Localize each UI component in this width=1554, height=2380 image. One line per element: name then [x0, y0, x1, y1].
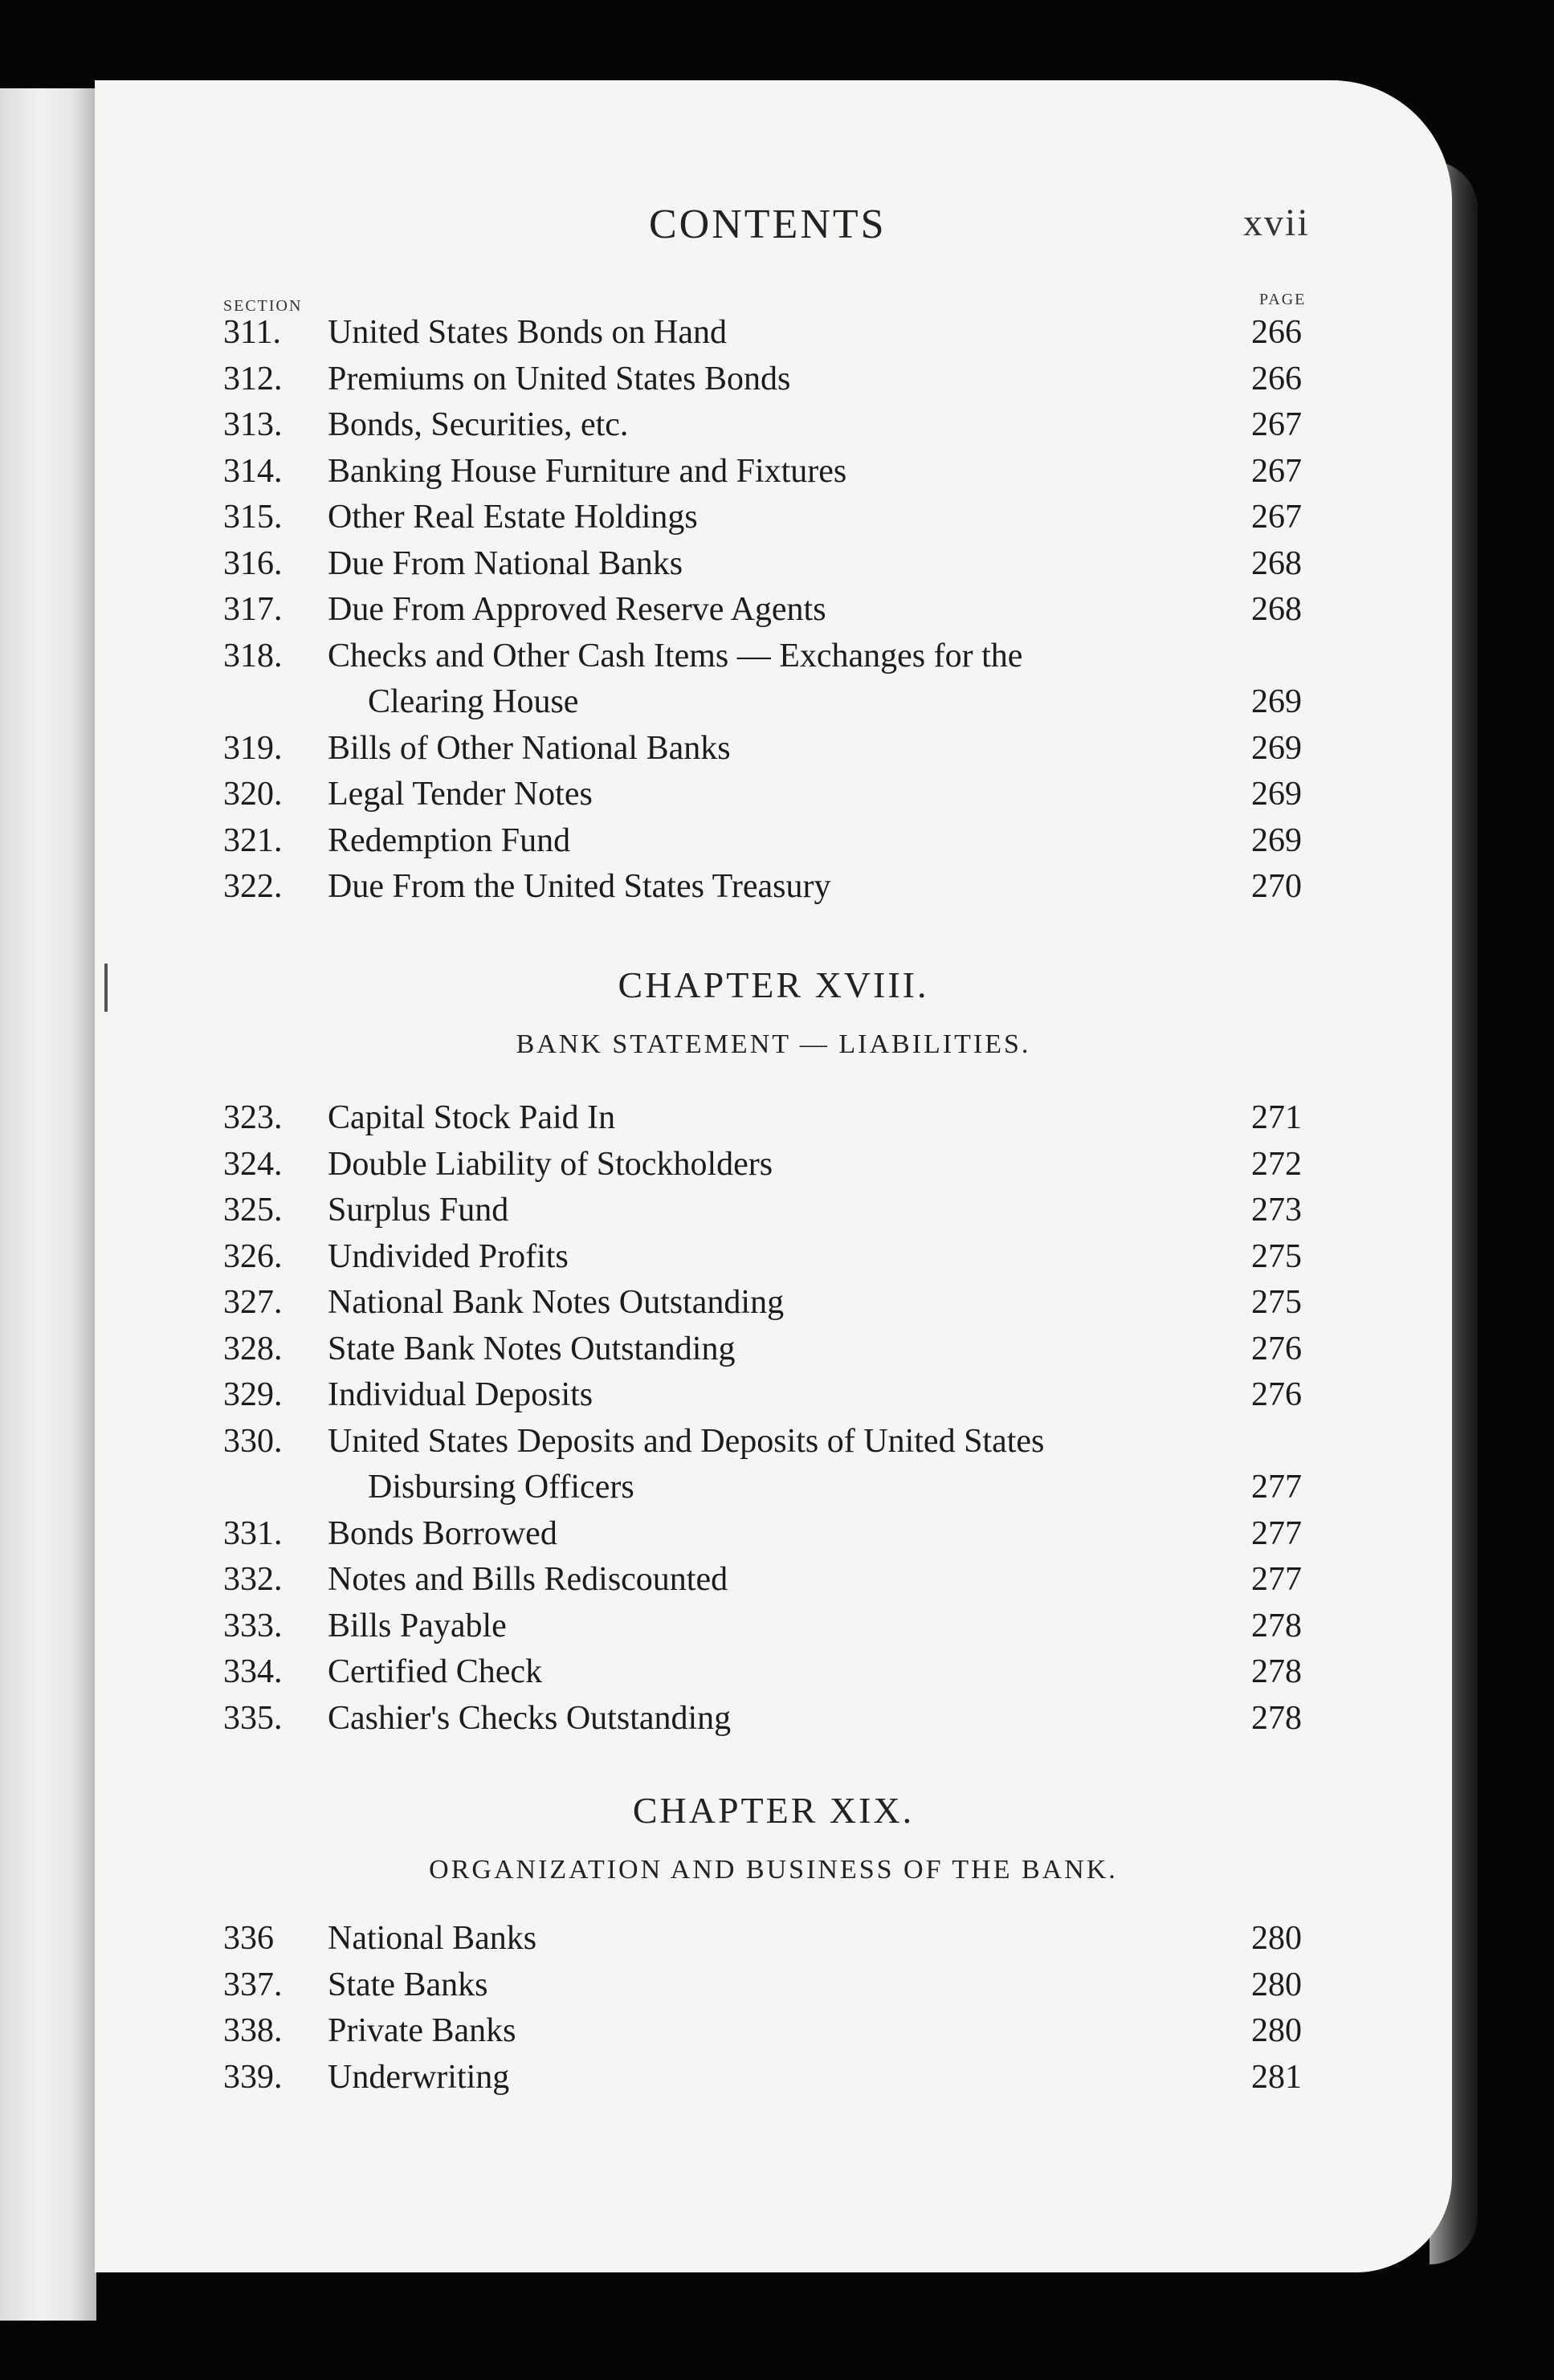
section-number: 339. — [223, 2058, 283, 2096]
entry-page-number: 267 — [1251, 499, 1302, 536]
contents-entry — [95, 867, 1380, 912]
section-number: 315. — [223, 499, 283, 536]
contents-entry — [95, 729, 1380, 774]
contents-entry — [95, 1607, 1380, 1652]
contents-entry — [95, 1919, 1380, 1964]
section-number: 323. — [223, 1099, 283, 1136]
entry-page-number: 268 — [1251, 591, 1302, 628]
contents-entry — [95, 452, 1380, 497]
running-head — [95, 201, 1452, 257]
contents-entry-continuation — [95, 1468, 1380, 1513]
entry-page-number: 269 — [1251, 683, 1302, 720]
entry-title: Checks and Other Cash Items — Exchanges for the — [328, 638, 1030, 674]
section-number: 334. — [223, 1653, 283, 1690]
entry-title: Certified Check — [328, 1653, 550, 1690]
section-number: 331. — [223, 1514, 283, 1552]
entry-title: State Bank Notes Outstanding — [328, 1331, 743, 1367]
entry-page-number: 276 — [1251, 1330, 1302, 1367]
entry-page-number: 275 — [1251, 1237, 1302, 1275]
contents-entry — [95, 1966, 1380, 2011]
section-number: 318. — [223, 637, 283, 674]
chapter-19-heading: CHAPTER XIX. — [632, 1790, 915, 1831]
page-number: xvii — [1243, 202, 1310, 244]
entry-title: Due From the United States Treasury — [328, 868, 838, 905]
entry-page-number: 280 — [1251, 2012, 1302, 2049]
entry-page-number: 266 — [1251, 314, 1302, 351]
page-column-label: PAGE — [1259, 291, 1307, 308]
section-column-label: SECTION — [223, 297, 303, 315]
entry-title: Underwriting — [328, 2059, 517, 2096]
entry-title: Due From National Banks — [328, 545, 691, 582]
contents-entry — [95, 1514, 1380, 1559]
entry-page-number: 275 — [1251, 1284, 1302, 1321]
contents-entry — [95, 1098, 1380, 1143]
section-number: 332. — [223, 1561, 283, 1598]
contents-entry — [95, 1375, 1380, 1420]
contents-entry — [95, 2058, 1380, 2103]
section-number: 320. — [223, 776, 283, 813]
entry-title: United States Deposits and Deposits of United States — [328, 1423, 1052, 1460]
entry-title: Bonds Borrowed — [328, 1515, 565, 1552]
book-spine-left — [0, 88, 96, 2321]
section-number: 316. — [223, 544, 283, 582]
entry-page-number: 273 — [1251, 1192, 1302, 1229]
contents-entry — [95, 590, 1380, 635]
entry-page-number: 270 — [1251, 868, 1302, 905]
section-number: 319. — [223, 729, 283, 767]
entry-title: National Banks — [328, 1920, 545, 1957]
section-number: 337. — [223, 1966, 283, 2003]
entry-page-number: 278 — [1251, 1607, 1302, 1644]
section-number: 313. — [223, 406, 283, 443]
section-number: 338. — [223, 2012, 283, 2049]
entry-page-number: 269 — [1251, 776, 1302, 813]
entry-page-number: 280 — [1251, 1966, 1302, 2003]
entry-page-number: 271 — [1251, 1099, 1302, 1136]
contents-entry — [95, 775, 1380, 820]
entry-page-number: 278 — [1251, 1653, 1302, 1690]
contents-entry — [95, 1699, 1380, 1744]
chapter-18-heading: CHAPTER XVIII. — [618, 964, 929, 1005]
section-number: 327. — [223, 1284, 283, 1321]
section-number: 336 — [223, 1920, 274, 1957]
section-number: 321. — [223, 821, 283, 859]
entry-title: Legal Tender Notes — [328, 776, 601, 813]
entry-title: State Banks — [328, 1966, 496, 2003]
entry-title: Private Banks — [328, 2012, 524, 2049]
section-number: 328. — [223, 1330, 283, 1367]
entry-title: Individual Deposits — [328, 1376, 601, 1413]
section-number: 330. — [223, 1422, 283, 1460]
entry-page-number: 277 — [1251, 1561, 1302, 1598]
entry-page-number: 280 — [1251, 1920, 1302, 1957]
entry-title: Bills of Other National Banks — [328, 730, 739, 767]
section-number: 311. — [223, 314, 281, 351]
entry-title-continuation: Clearing House — [368, 683, 586, 720]
section-number: 335. — [223, 1699, 283, 1737]
section-number: 312. — [223, 360, 283, 397]
contents-entry — [95, 1560, 1380, 1605]
entry-page-number: 266 — [1251, 360, 1302, 397]
entry-title: Capital Stock Paid In — [328, 1099, 623, 1136]
entry-page-number: 277 — [1251, 1514, 1302, 1552]
entry-page-number: 268 — [1251, 544, 1302, 582]
contents-entry — [95, 1422, 1380, 1467]
section-number: 317. — [223, 591, 283, 628]
entry-page-number: 272 — [1251, 1145, 1302, 1183]
book-page — [95, 80, 1452, 2272]
section-number: 322. — [223, 868, 283, 905]
entry-page-number: 267 — [1251, 406, 1302, 443]
section-number: 329. — [223, 1376, 283, 1413]
contents-entry — [95, 2011, 1380, 2056]
entry-title: Surplus Fund — [328, 1192, 516, 1229]
entry-title: Premiums on United States Bonds — [328, 361, 798, 397]
entry-title: National Bank Notes Outstanding — [328, 1284, 792, 1321]
entry-title: Other Real Estate Holdings — [328, 499, 706, 536]
entry-title: Banking House Furniture and Fixtures — [328, 453, 854, 490]
contents-entry — [95, 1330, 1380, 1375]
section-number: 325. — [223, 1192, 283, 1229]
section-number: 326. — [223, 1237, 283, 1275]
contents-entry — [95, 1237, 1380, 1282]
entry-page-number: 267 — [1251, 452, 1302, 490]
contents-entry — [95, 360, 1380, 405]
contents-entry — [95, 821, 1380, 866]
contents-entry — [95, 498, 1380, 543]
chapter-19-subtitle: ORGANIZATION AND BUSINESS OF THE BANK. — [429, 1855, 1118, 1885]
section-number: 333. — [223, 1607, 283, 1644]
contents-entry — [95, 313, 1380, 358]
entry-title: Undivided Profits — [328, 1238, 577, 1275]
contents-entry — [95, 544, 1380, 589]
page-title: CONTENTS — [649, 202, 887, 247]
chapter-18-subtitle: BANK STATEMENT — LIABILITIES. — [516, 1029, 1031, 1059]
entry-page-number: 278 — [1251, 1699, 1302, 1737]
contents-entry — [95, 1191, 1380, 1236]
entry-page-number: 281 — [1251, 2058, 1302, 2096]
entry-page-number: 276 — [1251, 1376, 1302, 1413]
entry-title: Notes and Bills Rediscounted — [328, 1561, 736, 1598]
entry-title: Bonds, Securities, etc. — [328, 406, 636, 443]
contents-entry — [95, 1653, 1380, 1697]
margin-mark — [104, 964, 108, 1012]
entry-title: United States Bonds on Hand — [328, 314, 735, 351]
entry-title: Redemption Fund — [328, 822, 578, 859]
entry-title: Bills Payable — [328, 1608, 515, 1644]
entry-title: Cashier's Checks Outstanding — [328, 1700, 739, 1737]
contents-entry — [95, 1283, 1380, 1328]
entry-page-number: 277 — [1251, 1469, 1302, 1506]
contents-entry — [95, 637, 1380, 682]
contents-entry — [95, 405, 1380, 450]
entry-page-number: 269 — [1251, 821, 1302, 859]
entry-page-number: 269 — [1251, 729, 1302, 767]
contents-entry-continuation — [95, 683, 1380, 727]
entry-title: Due From Approved Reserve Agents — [328, 591, 834, 628]
entry-title: Double Liability of Stockholders — [328, 1146, 781, 1183]
contents-entry — [95, 1145, 1380, 1190]
entry-title-continuation: Disbursing Officers — [368, 1469, 642, 1506]
section-number: 324. — [223, 1145, 283, 1183]
section-number: 314. — [223, 452, 283, 490]
